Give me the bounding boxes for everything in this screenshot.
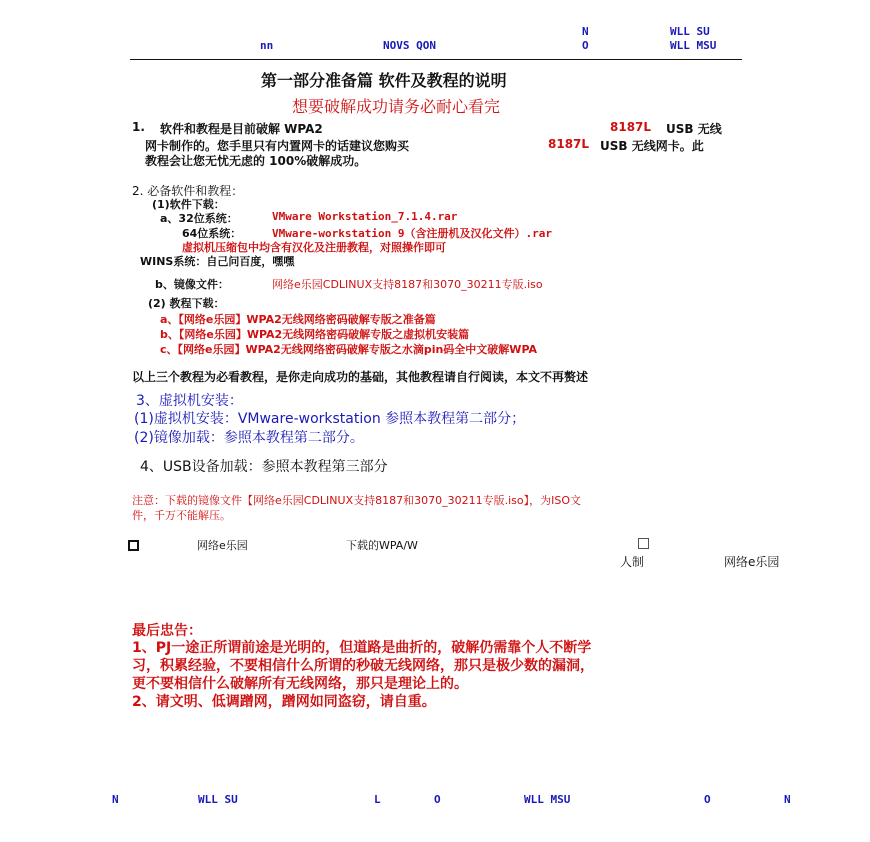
s2-tutorial-a: a、【网络e乐园】WPA2无线网络密码破解专版之准备篇 bbox=[160, 313, 436, 326]
s1-line2-b: 8187L bbox=[548, 137, 590, 151]
s2-sub2: (2) 教程下载： bbox=[148, 297, 225, 310]
footer-item: O bbox=[434, 793, 441, 806]
s1-num: 1. bbox=[132, 120, 145, 134]
header-mid: NOVS QON bbox=[383, 39, 436, 52]
s2-sub1: (1)软件下载： bbox=[152, 198, 225, 211]
header-rule bbox=[130, 59, 742, 60]
s2-tutorial-c: c、【网络e乐园】WPA2无线网络密码破解专版之水滴pin码全中文破解WPA bbox=[160, 343, 538, 356]
s2-note: 虚拟机压缩包中均含有汉化及注册教程，对照操作即可 bbox=[182, 241, 446, 254]
s3-heading: 3、虚拟机安装： bbox=[136, 393, 243, 409]
s4-line: 4、USB设备加载：参照本教程第三部分 bbox=[140, 459, 388, 475]
final-p2: 2、请文明、低调蹭网，蹭网如同盗窃，请自重。 bbox=[132, 694, 436, 710]
footer-item: N bbox=[112, 793, 119, 806]
s1-line1-b: 8187L bbox=[610, 120, 652, 134]
header-left: nn bbox=[260, 39, 274, 52]
s1-line2-a: 网卡制作的。您手里只有内置网卡的话建议您购买 bbox=[145, 139, 410, 153]
page-title: 第一部分准备篇 软件及教程的说明 bbox=[261, 71, 507, 90]
header-right-bottom: WLL MSU bbox=[670, 39, 717, 52]
s1-line3: 教程会让您无忧无虑的 100%破解成功。 bbox=[145, 154, 367, 168]
footer-item: WLL SU bbox=[198, 793, 238, 806]
final-p1-line1: 1、PJ一途正所谓前途是光明的，但道路是曲折的，破解仍需靠个人不断学 bbox=[132, 640, 592, 656]
s2-a-file: VMware Workstation_7.1.4.rar bbox=[272, 210, 458, 223]
midrow-a: 网络e乐园 bbox=[197, 539, 248, 552]
s2-b-file: VMware-workstation 9（含注册机及汉化文件）.rar bbox=[272, 227, 552, 240]
final-heading: 最后忠告： bbox=[132, 623, 202, 639]
s2-tutorial-b: b、【网络e乐园】WPA2无线网络密码破解专版之虚拟机安装篇 bbox=[160, 328, 470, 341]
s2-image-prefix: b、镜像文件： bbox=[155, 278, 229, 291]
midrow-c: 人制 bbox=[620, 555, 645, 569]
s2-b-prefix: 64位系统： bbox=[182, 227, 242, 240]
final-p1-line3: 更不要相信什么破解所有无线网络，那只是理论上的。 bbox=[132, 676, 468, 692]
midrow-d: 网络e乐园 bbox=[724, 555, 780, 569]
page-subtitle: 想要破解成功请务必耐心看完 bbox=[292, 97, 501, 116]
s3-line2: (2)镜像加载：参照本教程第二部分。 bbox=[134, 430, 364, 446]
midrow-b: 下载的WPA/W bbox=[346, 539, 418, 552]
header-right-top: WLL SU bbox=[670, 25, 710, 38]
footer-item: O bbox=[704, 793, 711, 806]
footer-item: N bbox=[784, 793, 791, 806]
s1-line2-c: USB 无线网卡。此 bbox=[600, 139, 704, 153]
notice-line1: 注意：下载的镜像文件【网络e乐园CDLINUX支持8187和3070_30211专版.iso】，为ISO文 bbox=[132, 494, 581, 507]
header-n-top: N bbox=[582, 25, 589, 38]
s2-summary: 以上三个教程为必看教程，是你走向成功的基础，其他教程请自行阅读，本文不再赘述 bbox=[132, 370, 589, 384]
checkbox-icon bbox=[128, 540, 139, 551]
s3-line1: (1)虚拟机安装：VMware-workstation 参照本教程第二部分； bbox=[134, 411, 526, 427]
notice-line2: 件，千万不能解压。 bbox=[132, 509, 231, 522]
s1-line1-a: 软件和教程是目前破解 WPA2 bbox=[160, 122, 323, 136]
s2-a-prefix: a、32位系统： bbox=[160, 212, 238, 225]
footer-item: WLL MSU bbox=[524, 793, 571, 806]
final-p1-line2: 习，积累经验，不要相信什么所谓的秒破无线网络，那只是极少数的漏洞， bbox=[132, 658, 594, 674]
s2-wins: WINS系统：自己问百度，嘿嘿 bbox=[140, 255, 295, 268]
footer-item: L bbox=[374, 793, 381, 806]
s2-heading: 2. 必备软件和教程： bbox=[132, 184, 244, 198]
header-n-bottom: O bbox=[582, 39, 589, 52]
s2-image-file: 网络e乐园CDLINUX支持8187和3070_30211专版.iso bbox=[272, 278, 543, 291]
s1-line1-c: USB 无线 bbox=[666, 122, 722, 136]
empty-box-icon bbox=[638, 538, 649, 549]
